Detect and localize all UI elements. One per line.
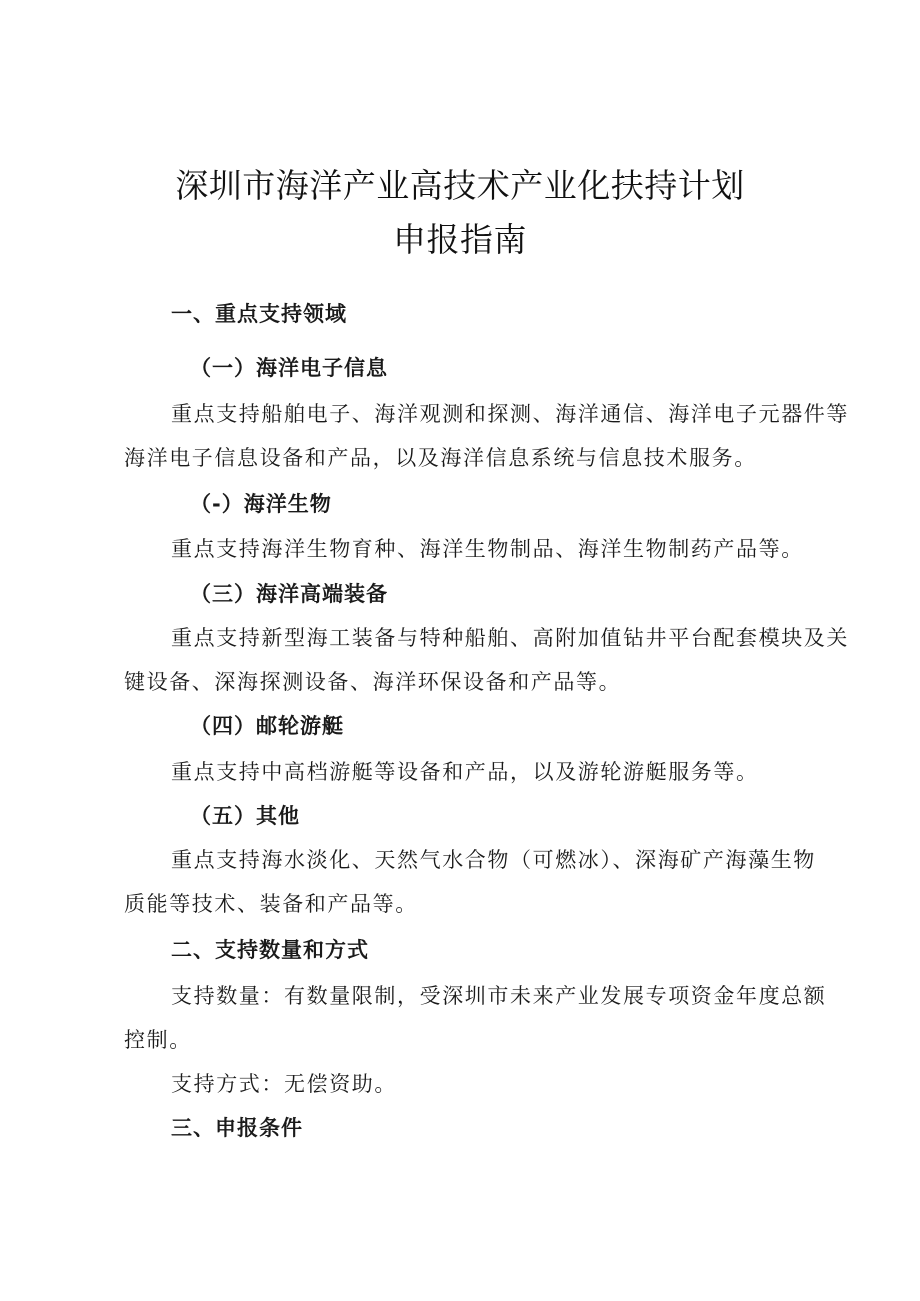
section1-sub4-heading: （四）邮轮游艇	[190, 714, 344, 738]
section2-paragraph2-line1: 支持方式：无偿资助。	[171, 1072, 397, 1096]
section1-sub5-paragraph-line2: 质能等技术、装备和产品等。	[124, 892, 418, 916]
document-title-line2: 申报指南	[393, 220, 527, 259]
section1-sub5-heading: （五）其他	[190, 804, 300, 828]
section1-sub2-paragraph-line1: 重点支持海洋生物育种、海洋生物制品、海洋生物制药产品等。	[171, 537, 804, 561]
section1-sub5-paragraph-line1: 重点支持海水淡化、天然气水合物（可燃冰）、深海矿产海藻生物	[171, 848, 816, 872]
document-title-line1: 深圳市海洋产业高技术产业化扶持计划	[175, 166, 745, 205]
section1-sub3-paragraph-line2: 键设备、深海探测设备、海洋环保设备和产品等。	[124, 670, 622, 694]
section1-sub3-heading: （三）海洋高端装备	[190, 582, 388, 606]
section1-heading: 一、重点支持领域	[171, 302, 347, 326]
section1-sub1-heading: （一）海洋电子信息	[190, 356, 388, 380]
section1-sub1-paragraph-line2: 海洋电子信息设备和产品，以及海洋信息系统与信息技术服务。	[124, 446, 757, 470]
section2-heading: 二、支持数量和方式	[171, 938, 369, 962]
section3-heading: 三、申报条件	[171, 1116, 303, 1140]
section1-sub1-paragraph-line1: 重点支持船舶电子、海洋观测和探测、海洋通信、海洋电子元器件等	[171, 402, 849, 426]
section1-sub4-paragraph-line1: 重点支持中高档游艇等设备和产品，以及游轮游艇服务等。	[171, 760, 759, 784]
section2-paragraph1-line2: 控制。	[124, 1028, 192, 1052]
section1-sub3-paragraph-line1: 重点支持新型海工装备与特种船舶、高附加值钻井平台配套模块及关	[171, 626, 849, 650]
section1-sub2-heading: （-）海洋生物	[190, 492, 332, 516]
section2-paragraph1-line1: 支持数量：有数量限制，受深圳市未来产业发展专项资金年度总额	[171, 984, 827, 1008]
